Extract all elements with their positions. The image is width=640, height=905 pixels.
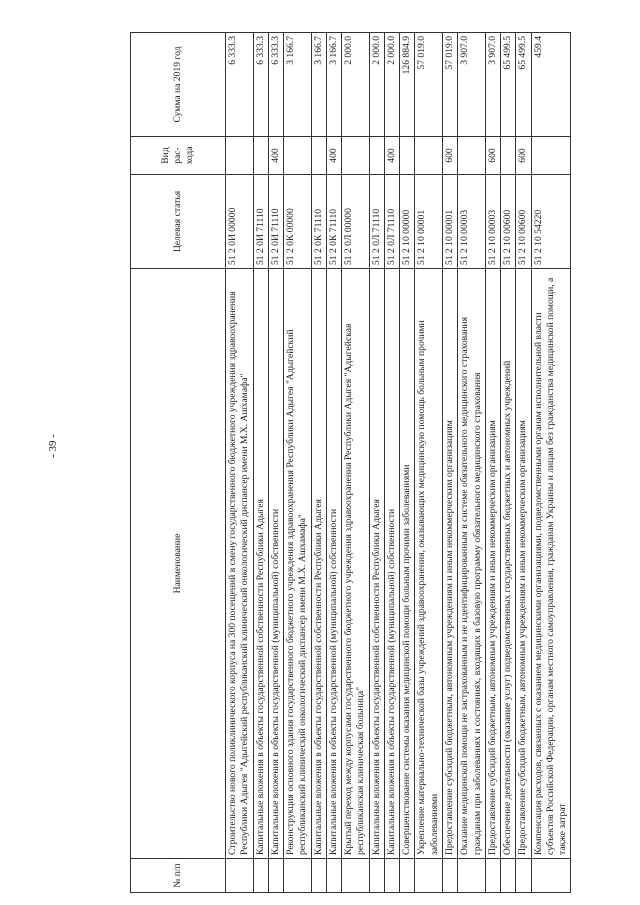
row-name: Капитальные вложения в объекты государственной собственности Республики Адыгея (369, 269, 384, 859)
row-number (311, 859, 326, 893)
row-expense-type (226, 137, 254, 175)
row-expense-type (342, 137, 370, 175)
row-target-article: 51 2 10 00600 (516, 175, 531, 269)
table-row (342, 33, 370, 893)
budget-table (130, 32, 571, 893)
row-target-article: 51 2 10 00003 (485, 175, 500, 269)
table-row (400, 33, 415, 893)
row-name: Предоставление субсидий бюджетным, автономным учреждениям и иным некоммерческим организациям (516, 269, 531, 859)
row-name: Предоставление субсидий бюджетным, автономным учреждениям и иным некоммерческим организациям (442, 269, 457, 859)
header-name: Наименование (131, 269, 226, 859)
row-sum: 3 907.0 (458, 33, 486, 137)
row-number (326, 859, 341, 893)
row-number (485, 859, 500, 893)
row-number (516, 859, 531, 893)
header-sum-2019: Сумма на 2019 год (131, 33, 226, 137)
row-expense-type (400, 137, 415, 175)
row-number (253, 859, 268, 893)
row-expense-type: 400 (268, 137, 283, 175)
row-expense-type: 400 (326, 137, 341, 175)
row-sum: 6 333.3 (253, 33, 268, 137)
row-sum: 3 907.0 (485, 33, 500, 137)
table-body (226, 33, 571, 893)
table-row (253, 33, 268, 893)
row-expense-type (311, 137, 326, 175)
row-sum: 65 499.5 (501, 33, 516, 137)
row-name: Крытый переход между корпусами государственного бюджетного учреждения здравоохранения Республики Адыгея "Адыгейская республиканская клиническая больница" (342, 269, 370, 859)
row-expense-type (253, 137, 268, 175)
row-sum: 2 000.0 (384, 33, 399, 137)
row-expense-type (501, 137, 516, 175)
row-sum: 57 019.0 (415, 33, 443, 137)
row-expense-type: 600 (516, 137, 531, 175)
table-row (311, 33, 326, 893)
row-name: Совершенствование системы оказания медицинской помощи больным прочими заболеваниями (400, 269, 415, 859)
row-number (284, 859, 312, 893)
table-row (415, 33, 443, 893)
table-row (226, 33, 254, 893)
row-name: Капитальные вложения в объекты государственной (муниципальной) собственности (326, 269, 341, 859)
row-expense-type: 400 (384, 137, 399, 175)
header-expense-type: Вид рас-хода (131, 137, 226, 175)
row-sum: 3 166.7 (311, 33, 326, 137)
row-name: Обеспечение деятельности (оказание услуг) подведомственных государственных бюджетных и автономных учреждений (501, 269, 516, 859)
row-target-article: 51 2 0И 71110 (268, 175, 283, 269)
table-row (384, 33, 399, 893)
row-target-article: 51 2 0И 71110 (253, 175, 268, 269)
row-target-article: 51 2 0И 00000 (226, 175, 254, 269)
row-name: Компенсация расходов, связанных с оказанием медицинскими организациями, подведомственными органам исполнительной власти субъектов Российской Федерации, органам местного самоуправления, гражданам Украины и лицам без гражданства медицинской помощи, а также затрат (531, 269, 571, 859)
row-name: Укрепление материально-технической базы учреждений здравоохранения, оказывающих медицинскую помощь больным прочими заболеваниями (415, 269, 443, 859)
table-row (284, 33, 312, 893)
row-target-article: 51 2 0Л 71110 (384, 175, 399, 269)
row-sum: 57 019.0 (442, 33, 457, 137)
row-number (415, 859, 443, 893)
row-sum: 3 166.7 (326, 33, 341, 137)
row-number (400, 859, 415, 893)
row-sum: 459.4 (531, 33, 571, 137)
row-name: Капитальные вложения в объекты государственной собственности Республики Адыгея (253, 269, 268, 859)
table-row (442, 33, 457, 893)
table-row (369, 33, 384, 893)
table-row (485, 33, 500, 893)
row-name: Предоставление субсидий бюджетным, автономным учреждениям и иным некоммерческим организациям (485, 269, 500, 859)
table-row (458, 33, 486, 893)
table-row (516, 33, 531, 893)
row-target-article: 51 2 10 00600 (501, 175, 516, 269)
table-row (326, 33, 341, 893)
row-sum: 6 333.3 (226, 33, 254, 137)
row-expense-type (458, 137, 486, 175)
row-target-article: 51 2 0Л 00000 (342, 175, 370, 269)
row-expense-type: 600 (485, 137, 500, 175)
row-target-article: 51 2 10 00000 (400, 175, 415, 269)
row-sum: 2 000.0 (369, 33, 384, 137)
row-sum: 3 166.7 (284, 33, 312, 137)
row-target-article: 51 2 10 00001 (415, 175, 443, 269)
table-row (501, 33, 516, 893)
row-number (342, 859, 370, 893)
page-number: - 39 - (47, 434, 59, 458)
row-name: Капитальные вложения в объекты государственной собственности Республики Адыгея (311, 269, 326, 859)
row-expense-type (284, 137, 312, 175)
row-target-article: 51 2 0Л 71110 (369, 175, 384, 269)
row-name: Оказание медицинской помощи не застрахованным и не идентифицированным в системе обязательного медицинского страхования гражданам при заболеваниях и состояниях, входящих в базовую программу обязательного медицинского страхования (458, 269, 486, 859)
row-number (442, 859, 457, 893)
row-number (384, 859, 399, 893)
header-target-article: Целевая статья (131, 175, 226, 269)
row-number (226, 859, 254, 893)
rotated-page (120, 0, 640, 905)
row-target-article: 51 2 0К 71110 (326, 175, 341, 269)
row-name: Капитальные вложения в объекты государственной (муниципальной) собственности (268, 269, 283, 859)
row-sum: 2 000.0 (342, 33, 370, 137)
row-name: Реконструкция основного здания государственного бюджетного учреждения здравоохранения Республики Адыгея "Адыгейский республиканский клинический онкологический диспансер имени М.Х. Ашхамафа" (284, 269, 312, 859)
row-sum: 126 884.9 (400, 33, 415, 137)
row-sum: 6 333.3 (268, 33, 283, 137)
row-expense-type (415, 137, 443, 175)
row-expense-type (531, 137, 571, 175)
row-name: Строительство нового поликлинического корпуса на 300 посещений в смену государственного бюджетного учреждения здравоохранения Республики Адыгея "Адыгейский республиканский клинический онкологический диспансер имени М.Х. Ашхамафа" (226, 269, 254, 859)
row-target-article: 51 2 0К 00000 (284, 175, 312, 269)
row-target-article: 51 2 10 00003 (458, 175, 486, 269)
header-number: № п/п (131, 859, 226, 893)
row-number (458, 859, 486, 893)
row-target-article: 51 2 0К 71110 (311, 175, 326, 269)
row-sum: 65 499.5 (516, 33, 531, 137)
table-row (531, 33, 571, 893)
row-expense-type: 600 (442, 137, 457, 175)
row-number (501, 859, 516, 893)
budget-table-container (130, 33, 571, 893)
row-number (369, 859, 384, 893)
table-row (268, 33, 283, 893)
row-target-article: 51 2 10 54220 (531, 175, 571, 269)
row-number (268, 859, 283, 893)
row-number (531, 859, 571, 893)
row-expense-type (369, 137, 384, 175)
row-name: Капитальные вложения в объекты государственной (муниципальной) собственности (384, 269, 399, 859)
row-target-article: 51 2 10 00001 (442, 175, 457, 269)
table-header-row (131, 33, 226, 893)
